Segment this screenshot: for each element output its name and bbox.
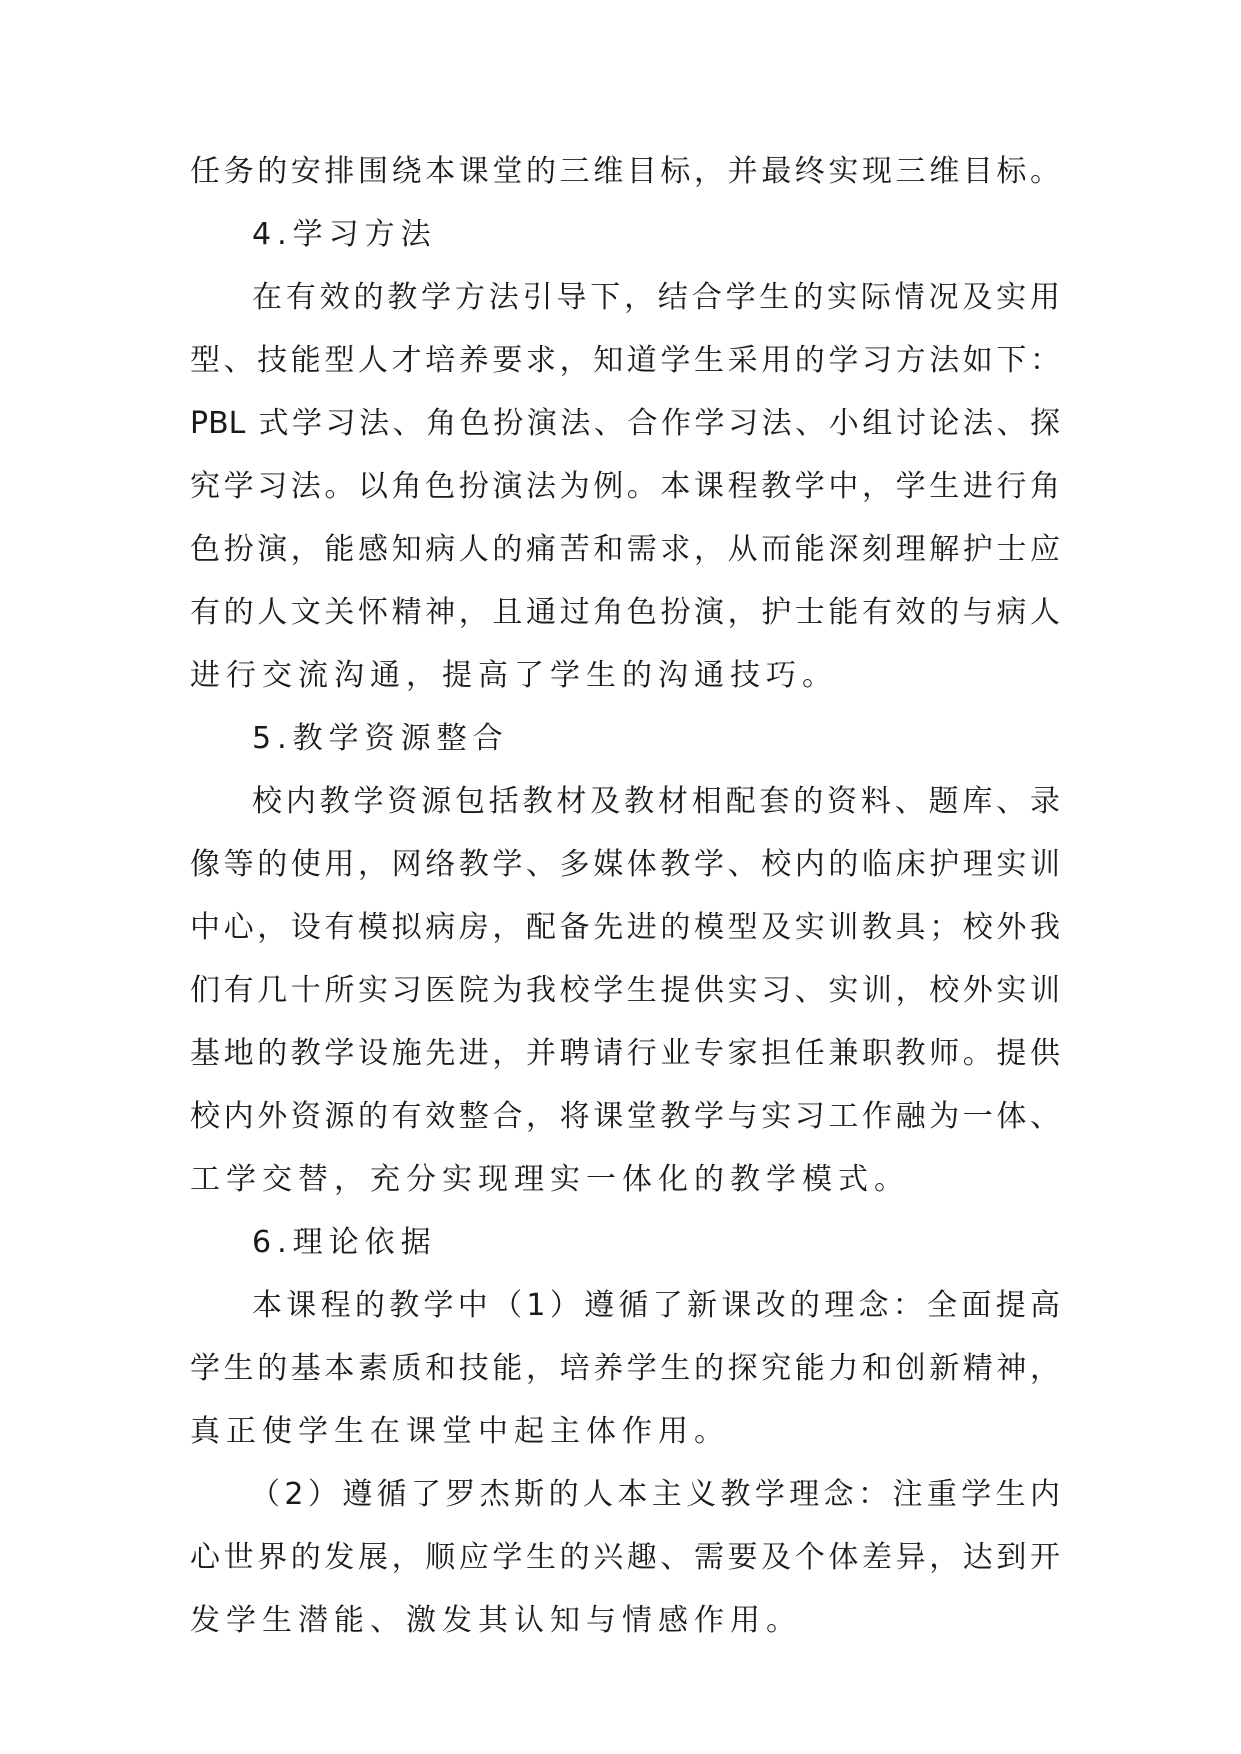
body-text-line: 基地的教学设施先进，并聘请行业专家担任兼职教师。提供 <box>190 1036 1060 1071</box>
body-text-line: 发学生潜能、激发其认知与情感作用。 <box>190 1603 802 1638</box>
body-text-line: 真正使学生在课堂中起主体作用。 <box>190 1414 730 1449</box>
body-text-line: 工学交替，充分实现理实一体化的教学模式。 <box>190 1162 910 1197</box>
body-text-line: 像等的使用，网络教学、多媒体教学、校内的临床护理实训 <box>190 847 1060 882</box>
body-text-line: 进行交流沟通，提高了学生的沟通技巧。 <box>190 658 838 693</box>
section-heading-learning-methods: 4.学习方法 <box>252 217 437 252</box>
body-text-line: 中心，设有模拟病房，配备先进的模型及实训教具；校外我 <box>190 910 1060 945</box>
body-text-line: 本课程的教学中（1）遵循了新课改的理念：全面提高 <box>252 1288 1060 1323</box>
body-text-line: 任务的安排围绕本课堂的三维目标，并最终实现三维目标。 <box>190 154 1060 189</box>
section-heading-resource-integration: 5.教学资源整合 <box>252 721 509 756</box>
body-text-line: 学生的基本素质和技能，培养学生的探究能力和创新精神， <box>190 1351 1060 1386</box>
body-text-line: 校内教学资源包括教材及教材相配套的资料、题库、录 <box>252 784 1060 819</box>
section-heading-theoretical-basis: 6.理论依据 <box>252 1225 437 1260</box>
body-text-line: 心世界的发展，顺应学生的兴趣、需要及个体差异，达到开 <box>190 1540 1060 1575</box>
body-text-line: 们有几十所实习医院为我校学生提供实习、实训，校外实训 <box>190 973 1060 1008</box>
body-text-line: （2）遵循了罗杰斯的人本主义教学理念：注重学生内 <box>250 1477 1060 1512</box>
body-text-line: 色扮演，能感知病人的痛苦和需求，从而能深刻理解护士应 <box>190 532 1060 567</box>
body-text-line: PBL 式学习法、角色扮演法、合作学习法、小组讨论法、探 <box>190 406 1060 441</box>
body-text-line: 型、技能型人才培养要求，知道学生采用的学习方法如下： <box>190 343 1060 378</box>
body-text-line: 在有效的教学方法引导下，结合学生的实际情况及实用 <box>252 280 1060 315</box>
body-text-line: 有的人文关怀精神，且通过角色扮演，护士能有效的与病人 <box>190 595 1060 630</box>
body-text-line: 校内外资源的有效整合，将课堂教学与实习工作融为一体、 <box>190 1099 1060 1134</box>
body-text-line: 究学习法。以角色扮演法为例。本课程教学中，学生进行角 <box>190 469 1060 504</box>
